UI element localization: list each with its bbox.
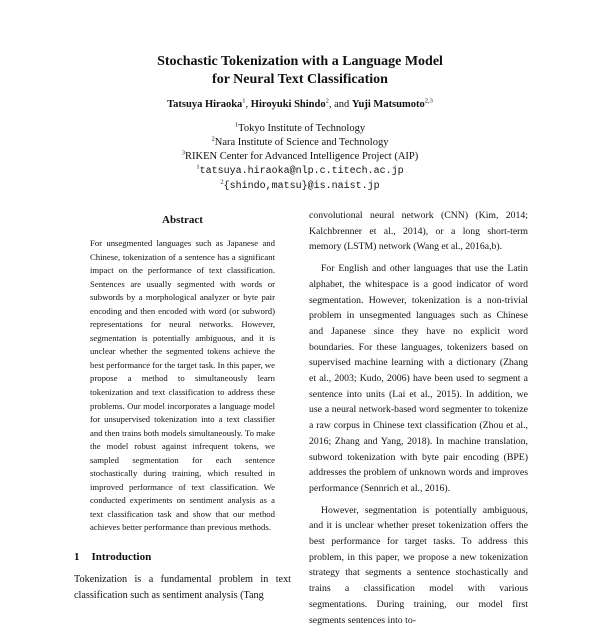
introduction-body: Tokenization is a fundamental problem in text classification such as sentiment analysis (Tang xyxy=(74,574,291,601)
section-number: 1 xyxy=(74,551,80,563)
title-line-2: for Neural Text Classification xyxy=(212,72,388,87)
email-2-text: {shindo,matsu}@is.naist.jp xyxy=(223,181,380,192)
affiliation-1-mark: 1 xyxy=(234,121,239,129)
author-1-affil: 1 xyxy=(242,97,246,105)
right-column xyxy=(309,208,528,634)
email-2 xyxy=(0,179,600,194)
affiliation-2-text: Nara Institute of Science and Technology xyxy=(214,137,389,148)
affiliation-1-text: Tokyo Institute of Technology xyxy=(238,123,366,134)
author-separator-1: , xyxy=(245,99,251,110)
author-2-affil: 2 xyxy=(325,97,329,105)
author-3-name: Yuji Matsumoto xyxy=(351,99,425,110)
affiliations xyxy=(0,122,600,194)
affiliation-2 xyxy=(0,136,600,150)
abstract-body: For unsegmented languages such as Japanese and Chinese, tokenization of a sentence has a significant impact on the performance of text classification. Sentences are usually segmented with words or subwords by a morphological analyzer or byte pair encoding and then encoded with word (or subword) representations for neural networks. However, segmentation is potentially ambiguous, and it is unclear whether the segmented tokens achieve the best performance for the target task. In this paper, we propose a method to simultaneously learn tokenization and text classification to address these problems. Our model incorporates a language model for unsupervised tokenization into a text classifier and then trains both models simultaneously. To make the model robust against infrequent tokens, we sampled segmentation for each sentence stochastically during training, which resulted in improved performance of text classification. We conducted experiments on sentiment analysis as a text classification task and show that our method achieves better performance than previous methods. xyxy=(90,238,275,533)
right-paragraph-1: convolutional neural network (CNN) (Kim, 2014; Kalchbrenner et al., 2014), or a long short-term memory (LSTM) network (Wang et al., 2016a,b). xyxy=(309,210,528,253)
affiliation-2-mark: 2 xyxy=(211,135,215,143)
affiliation-3 xyxy=(0,150,600,164)
author-1-name: Tatsuya Hiraoka xyxy=(167,99,243,110)
email-1 xyxy=(0,164,600,179)
abstract-heading: Abstract xyxy=(162,214,203,226)
author-3-affil: 2,3 xyxy=(424,97,433,105)
title-line-1: Stochastic Tokenization with a Language Model xyxy=(157,54,443,69)
author-list xyxy=(0,98,600,112)
introduction-heading xyxy=(74,551,151,563)
author-2-name: Hiroyuki Shindo xyxy=(250,99,326,110)
right-paragraph-2: For English and other languages that use the Latin alphabet, the whitespace is a good indicator of word segmentation. However, tokenization is a non-trivial problem in unsegmented languages such as Chinese and Japanese since they have no explicit word boundaries. For these languages, tokenizers based on supervised machine learning with a dictionary (Zhang et al., 2003; Kudo, 2006) have been used to segment a sentence into units (Lai et al., 2015). In addition, we use a neural network-based word segmenter to tokenize a raw corpus in Chinese text classification (Zhou et al., 2016; Zhang and Yang, 2018). In machine translation, subword tokenization with byte pair encoding (BPE) addresses the problem of unknown words and improves performance (Sennrich et al., 2016). xyxy=(309,263,528,494)
affiliation-1 xyxy=(0,122,600,136)
paper-title xyxy=(0,53,600,89)
affiliation-3-mark: 3 xyxy=(181,149,185,157)
email-1-text: tatsuya.hiraoka@nlp.c.titech.ac.jp xyxy=(199,166,404,177)
email-2-mark: 2 xyxy=(220,178,224,186)
section-title: Introduction xyxy=(91,551,152,563)
author-separator-2: , and xyxy=(328,99,352,110)
right-paragraph-3: However, segmentation is potentially ambiguous, and it is unclear whether preset tokenization offers the best performance for target tasks. To address this problem, in this paper, we propose a new tokenization strategy that segments a sentence stochastically and trains a classification model with various segmentations. During training, our model first segments sentences into to- xyxy=(309,504,528,626)
affiliation-3-text: RIKEN Center for Advanced Intelligence Project (AIP) xyxy=(184,151,419,162)
email-1-mark: 1 xyxy=(196,163,200,171)
